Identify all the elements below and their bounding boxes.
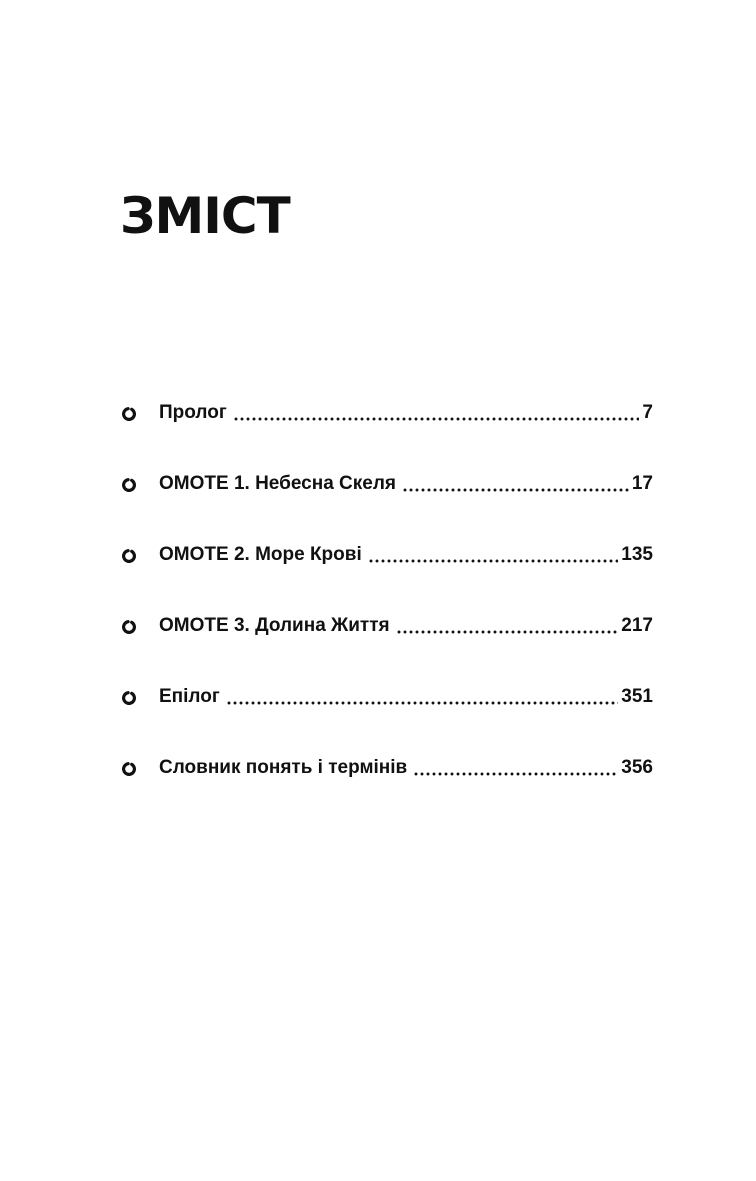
toc-entry-title: OMOTE 3. Долина Життя	[159, 615, 390, 636]
dot-leader	[413, 769, 618, 779]
toc-entry-prologue[interactable]	[121, 396, 653, 430]
toc-entry-page-number: 217	[621, 615, 653, 636]
toc-entry-omote-3[interactable]	[121, 609, 653, 643]
toc-entry-omote-2[interactable]	[121, 538, 653, 572]
enso-circle-icon	[121, 406, 137, 422]
enso-circle-icon	[121, 477, 137, 493]
enso-circle-icon	[121, 761, 137, 777]
toc-entry-title: Словник понять і термінів	[159, 757, 408, 778]
enso-circle-icon	[121, 619, 137, 635]
toc-entry-page-number: 7	[642, 402, 653, 423]
toc-entry-title: Пролог	[159, 402, 227, 423]
toc-entry-epilogue[interactable]	[121, 680, 653, 714]
toc-entry-page-number: 351	[621, 686, 653, 707]
page-title: ЗМІСТ	[120, 187, 290, 245]
dot-leader	[226, 698, 619, 708]
enso-circle-icon	[121, 690, 137, 706]
toc-entry-title: OMOTE 1. Небесна Скеля	[159, 473, 396, 494]
toc-entry-page-number: 356	[621, 757, 653, 778]
dot-leader	[402, 485, 629, 495]
dot-leader	[368, 556, 619, 566]
table-of-contents	[121, 396, 653, 822]
toc-entry-omote-1[interactable]	[121, 467, 653, 501]
toc-entry-page-number: 135	[621, 544, 653, 565]
toc-entry-title: OMOTE 2. Море Крові	[159, 544, 362, 565]
dot-leader	[233, 414, 640, 424]
dot-leader	[396, 627, 619, 637]
toc-entry-glossary[interactable]	[121, 751, 653, 785]
toc-entry-page-number: 17	[631, 473, 653, 494]
enso-circle-icon	[121, 548, 137, 564]
toc-entry-title: Епілог	[159, 686, 220, 707]
